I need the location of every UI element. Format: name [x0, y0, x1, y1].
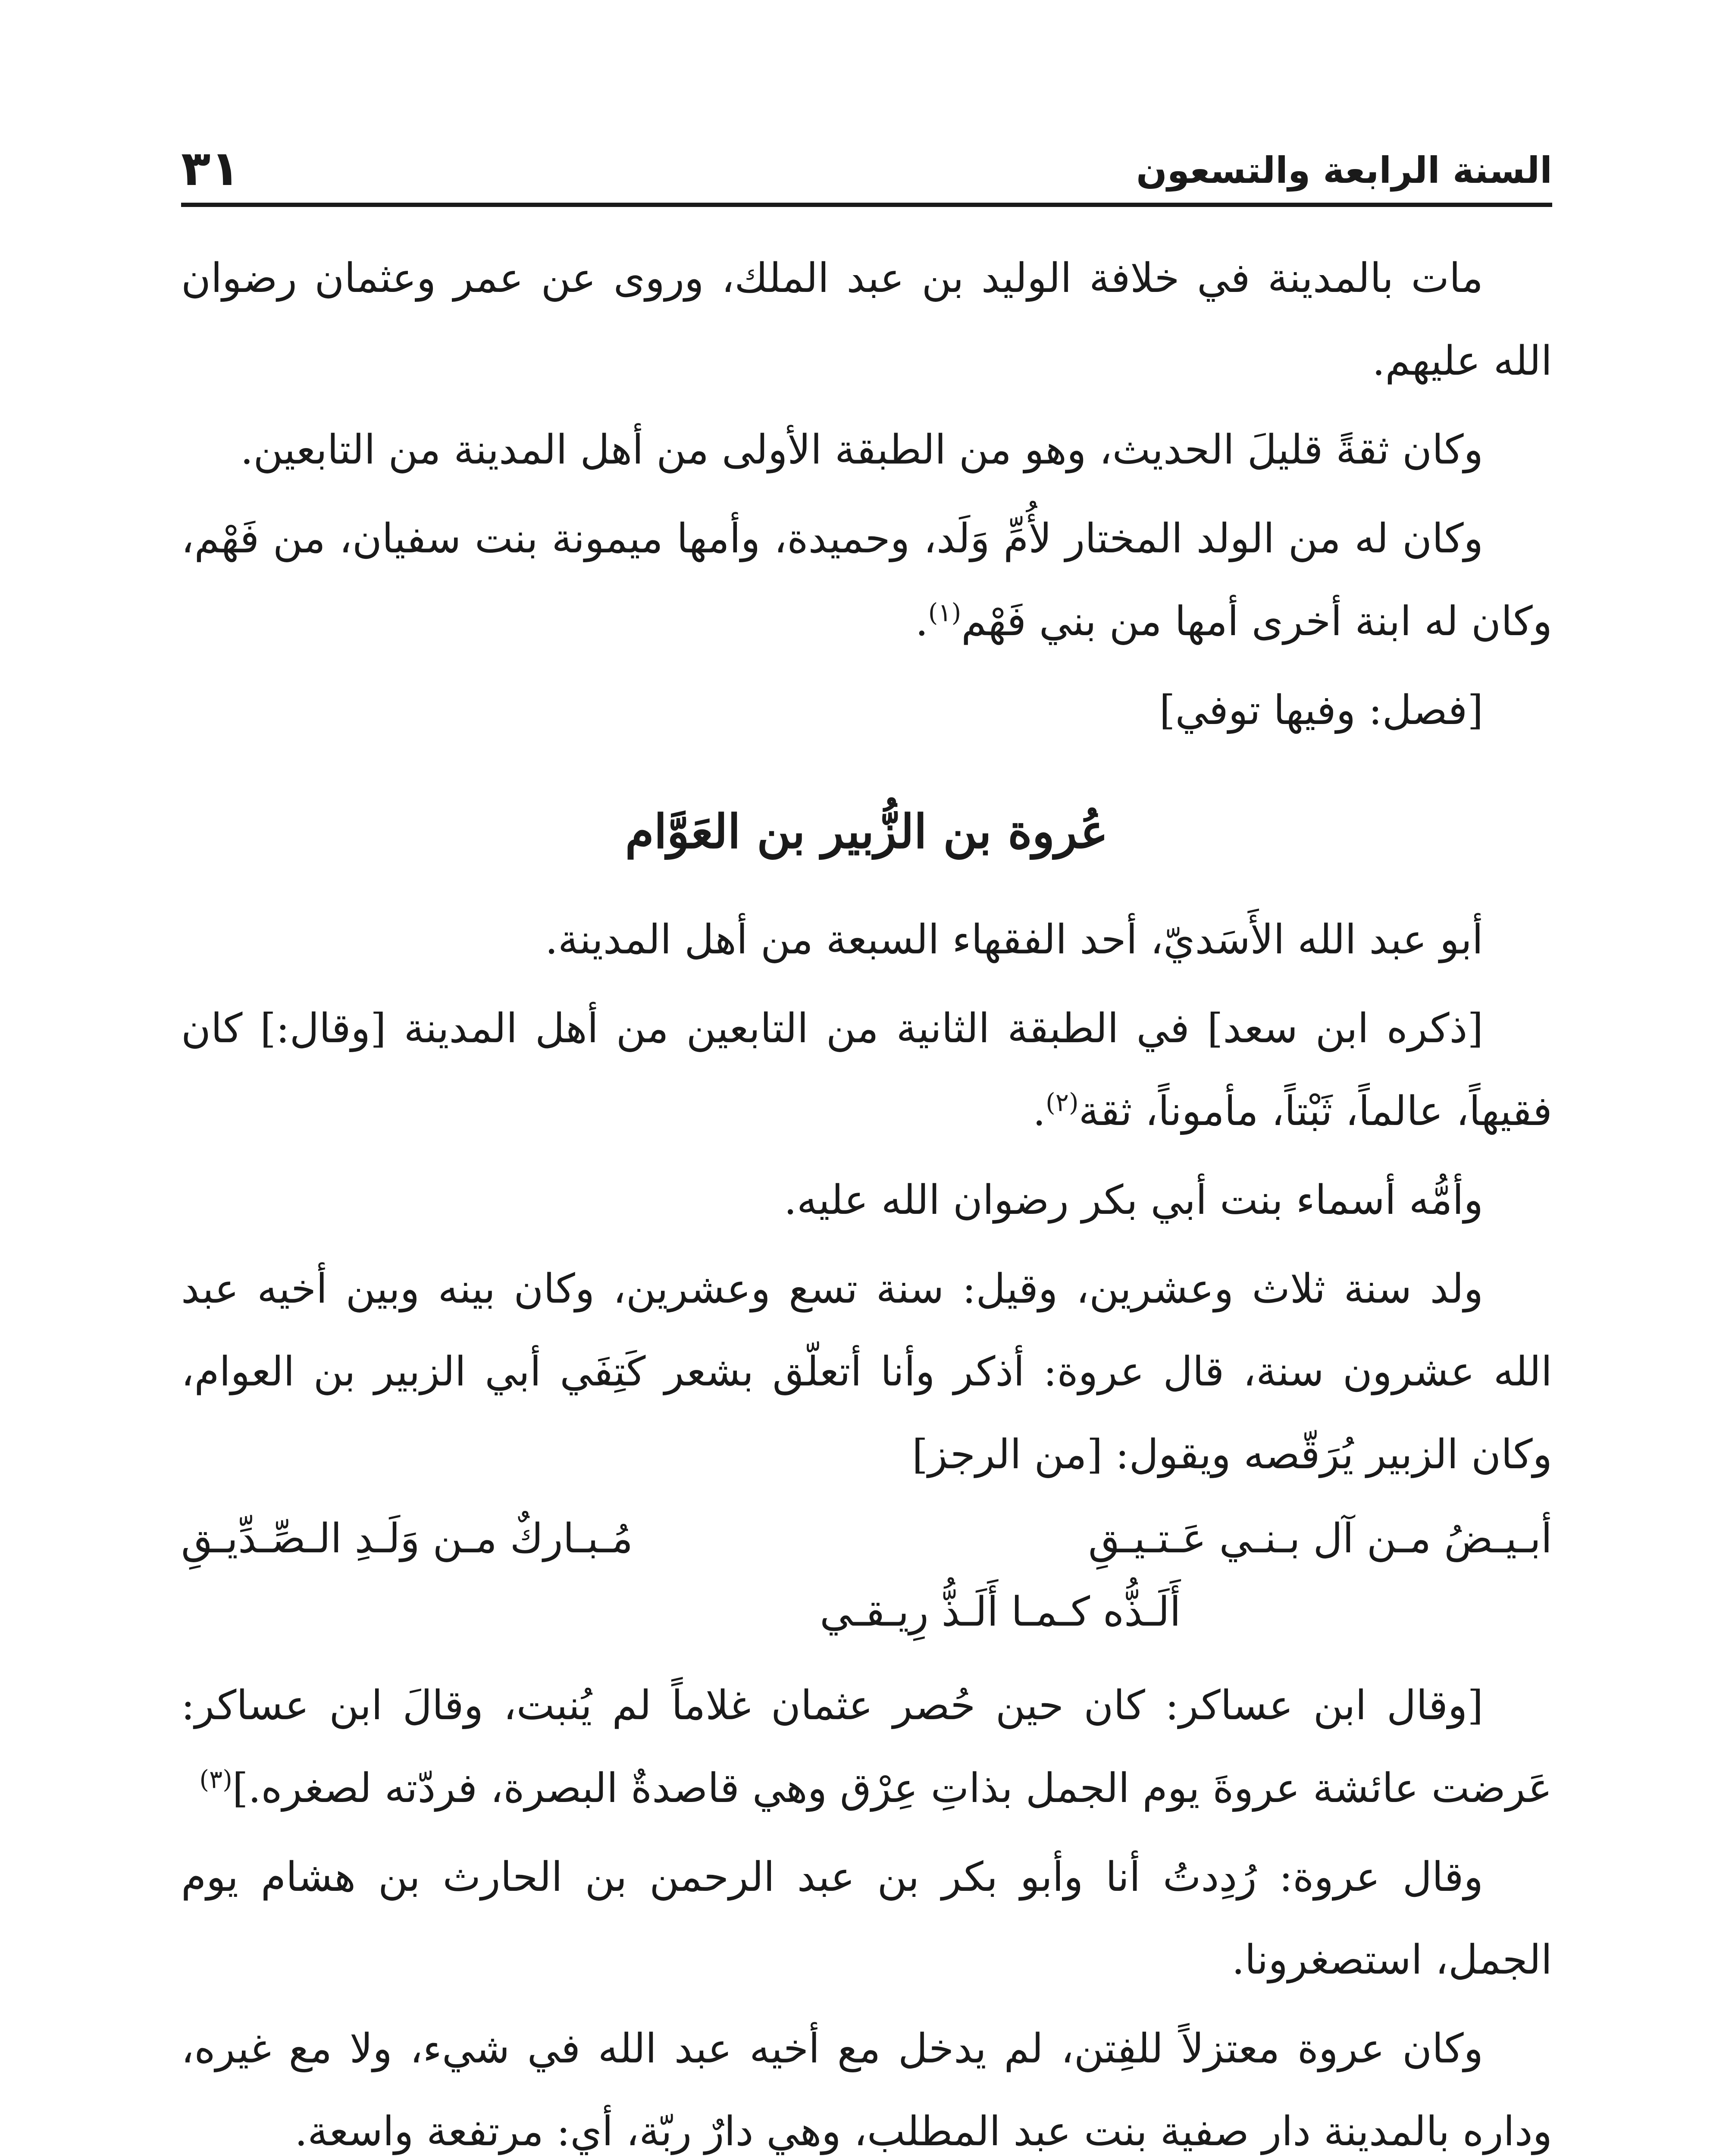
section-heading: عُروة بن الزُّبير بن العَوَّام: [625, 805, 1109, 859]
paragraph-reliability: وكان ثقةً قليلَ الحديث، وهو من الطبقة الأولى من أهل المدينة من التابعين.: [240, 426, 1483, 473]
paragraph-kunya: أبو عبد الله الأَسَديّ، أحد الفقهاء السبعة من أهل المدينة.: [545, 916, 1483, 963]
paragraph-children-end: .: [915, 598, 928, 645]
running-title: السنة الرابعة والتسعون: [1136, 149, 1552, 191]
verse-line-2: أَلَـذُّه كـمـا أَلَـذُّ رِيـقـي: [820, 1589, 1181, 1636]
main-text: [181, 237, 1552, 2156]
footnote-ref-1[interactable]: (١): [928, 598, 962, 627]
verse-hemistich-1b: مُـبـاركٌ مـن وَلَـدِ الـصِّـدِّيـقِ: [181, 1515, 633, 1562]
footnote-ref-3[interactable]: (٣): [199, 1764, 232, 1794]
paragraph-children: [181, 498, 1552, 663]
paragraph-ibn-saad-text: [ذكره ابن سعد] في الطبقة الثانية من التابعين من أهل المدينة [وقال:] كان فقيهاً، عالماً، ثَبْتاً، مأموناً، ثقة: [181, 1005, 1552, 1135]
footnote-ref-2[interactable]: (٢): [1046, 1087, 1079, 1117]
running-header: [181, 129, 1552, 207]
paragraph-birth: ولد سنة ثلاث وعشرين، وقيل: سنة تسع وعشرين، وكان بينه وبين أخيه عبد الله عشرون سنة، قال عروة: أذكر وأنا أتعلّق بشعر كَتِفَي أبي الزبير بن العوام، وكان الزبير يُرَقّصه ويقول: [من الرجز]: [181, 1266, 1552, 1478]
verse-line-1: [181, 1502, 1552, 1576]
paragraph-ibn-asakir-text: [وقال ابن عساكر: كان حين حُصر عثمان غلاماً لم يُنبت، وقالَ ابن عساكر: عَرضت عائشة عروةَ يوم الجمل بذاتِ عِرْق وهي قاصدةٌ البصرة، فردّته لصغره.]: [181, 1682, 1552, 1812]
page-number: ٣١: [181, 141, 240, 197]
paragraph-death: مات بالمدينة في خلافة الوليد بن عبد الملك، وروى عن عمر وعثمان رضوان الله عليهم.: [181, 255, 1552, 385]
paragraph-ibn-saad: [181, 987, 1552, 1153]
paragraph-mother: وأمُّه أسماء بنت أبي بكر رضوان الله عليه.: [784, 1177, 1483, 1224]
paragraph-fitan: وكان عروة معتزلاً للفِتن، لم يدخل مع أخيه عبد الله في شيء، ولا مع غيره، وداره بالمدينة دار صفية بنت عبد المطلب، وهي دارٌ ربّة، أي: مرتفعة واسعة.: [181, 2025, 1552, 2155]
poem: [181, 1502, 1552, 1649]
paragraph-jamal: وقال عروة: رُدِدتُ أنا وأبو بكر بن عبد الرحمن بن الحارث بن هشام يوم الجمل، استصغرونا.: [181, 1854, 1552, 1984]
paragraph-ibn-saad-end: .: [1033, 1088, 1046, 1135]
paragraph-ibn-asakir: [181, 1664, 1552, 1830]
section-note: [فصل: وفيها توفي]: [1159, 687, 1483, 734]
paragraph-children-text: وكان له من الولد المختار لأُمِّ وَلَد، وحميدة، وأمها ميمونة بنت سفيان، من فَهْم، وكان له ابنة أخرى أمها من بني فَهْم: [181, 515, 1552, 645]
book-page: [181, 129, 1552, 2156]
verse-hemistich-1a: أبـيـضُ مـن آل بـنـي عَـتـيـقِ: [1088, 1515, 1552, 1562]
